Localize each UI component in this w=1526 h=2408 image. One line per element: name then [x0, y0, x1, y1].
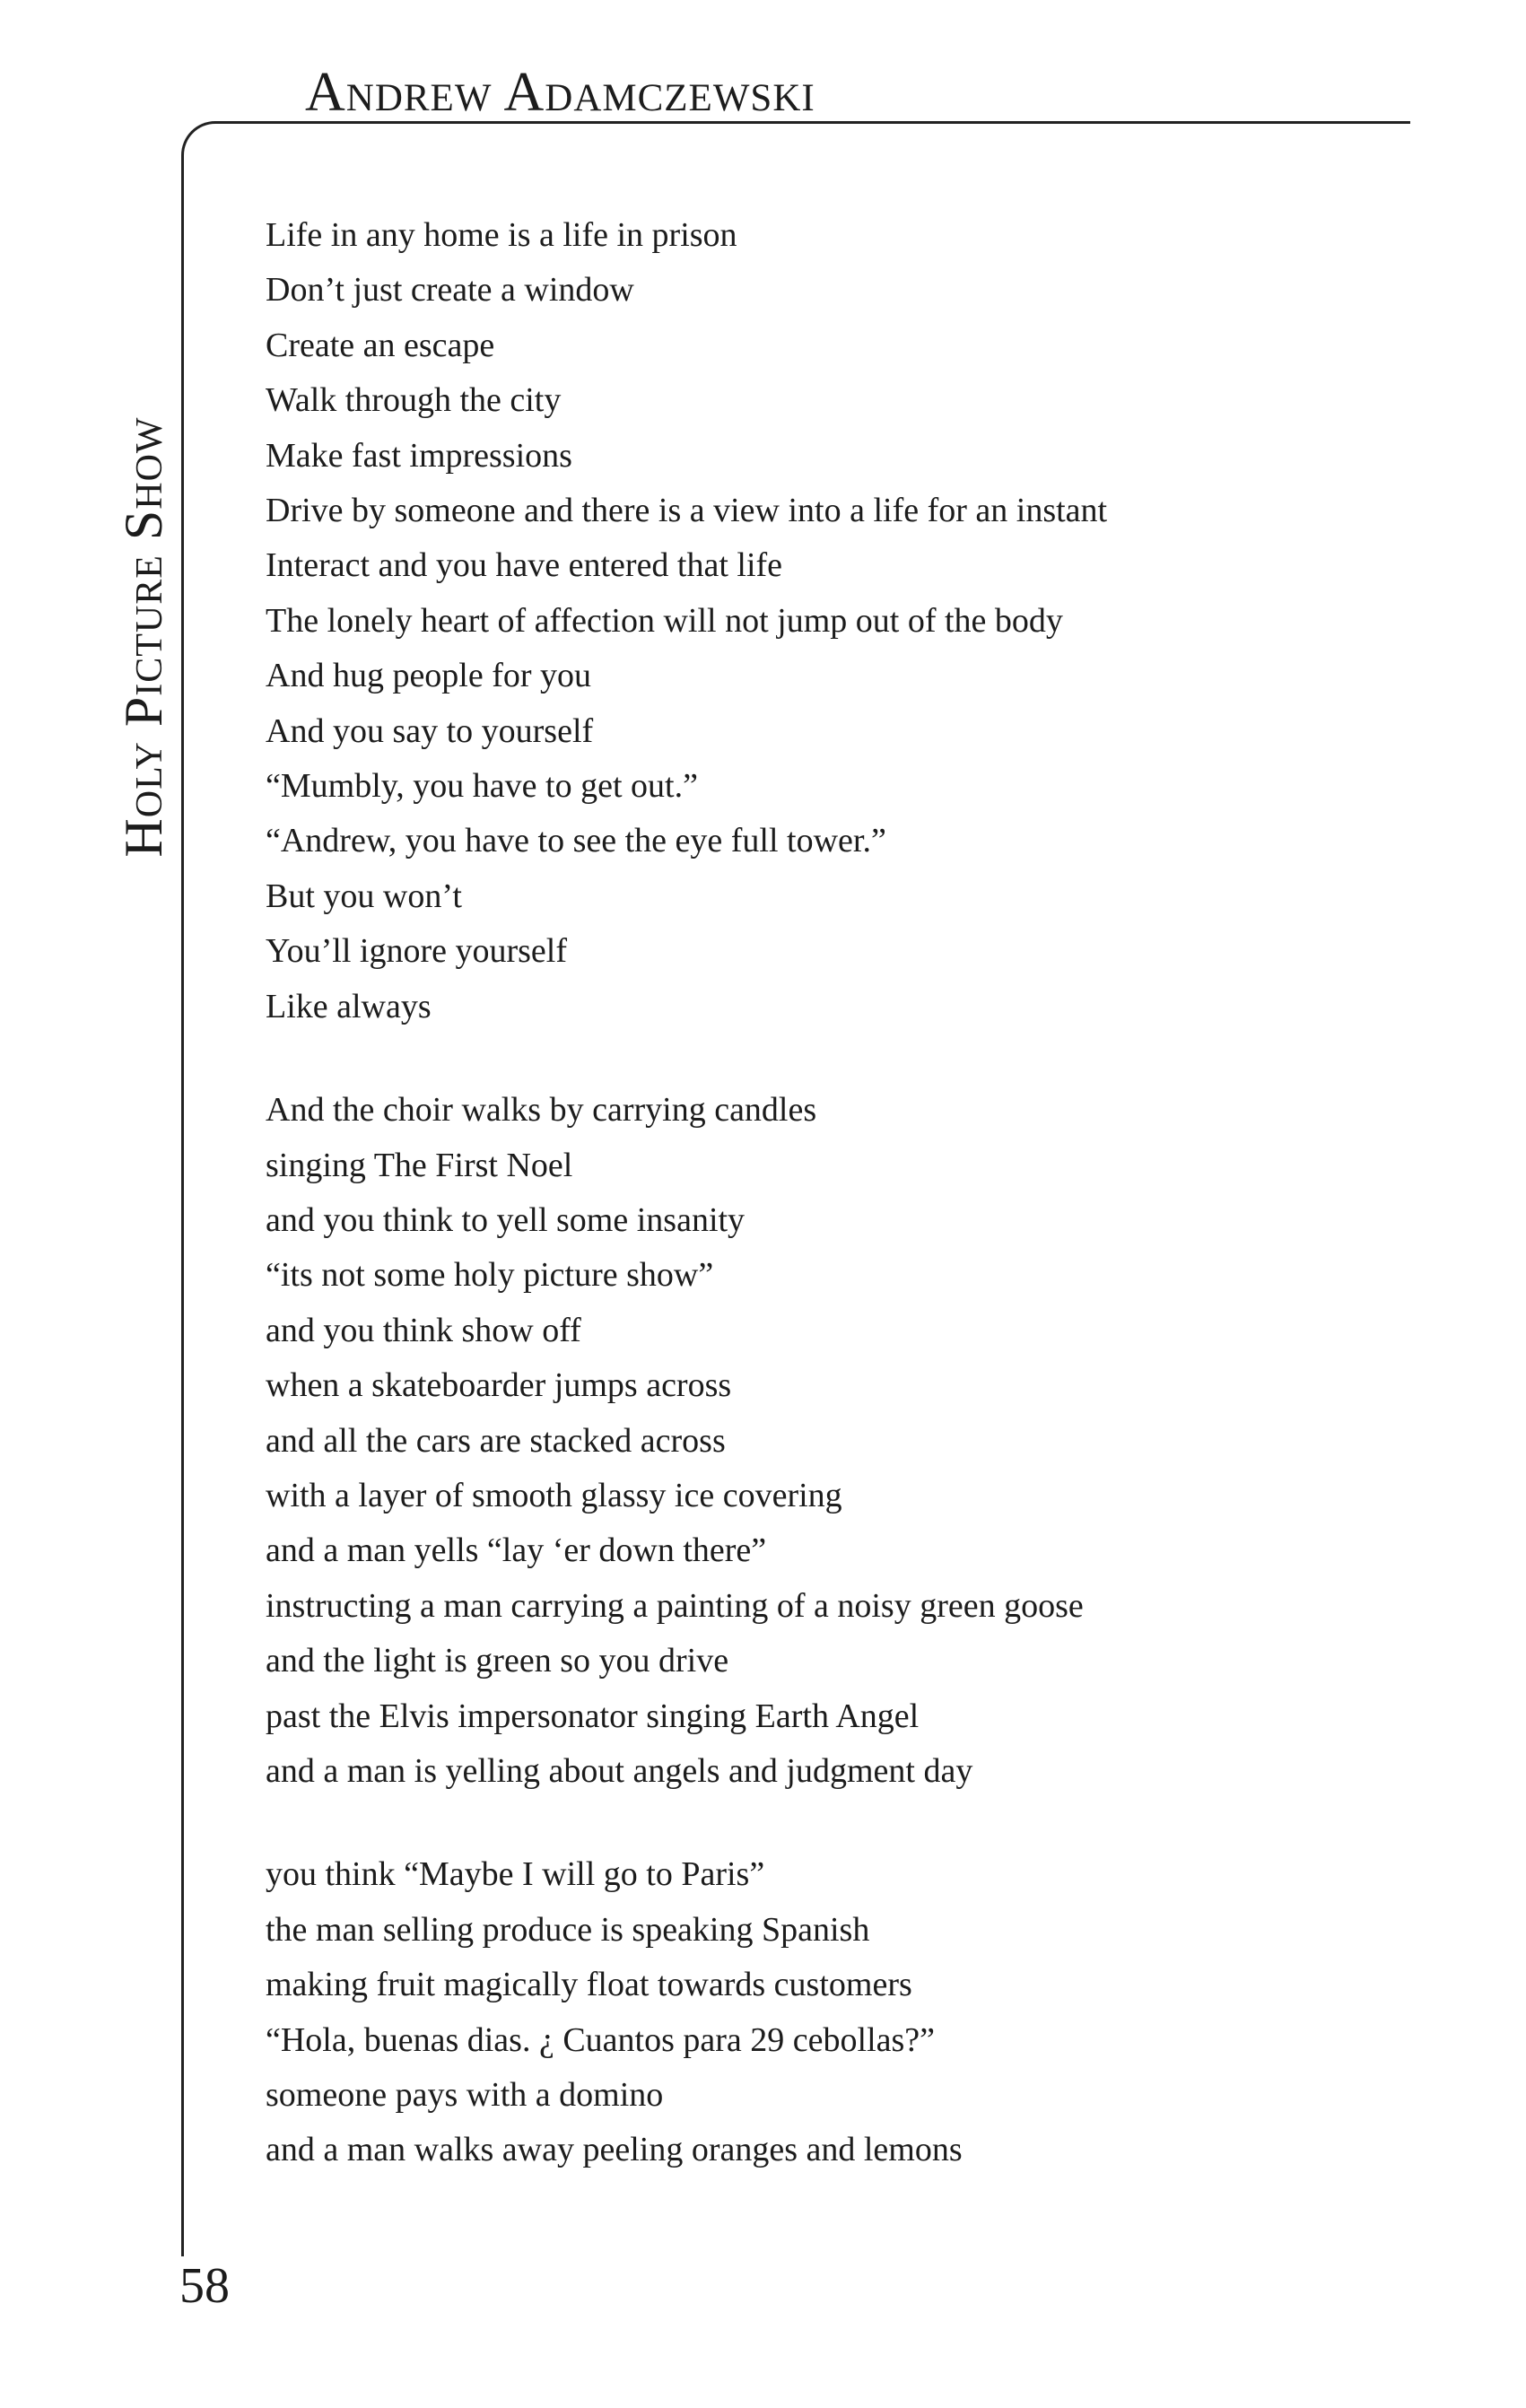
poem-line: “Hola, buenas dias. ¿ Cuantos para 29 cebollas?”	[266, 2020, 936, 2059]
poem-line: Drive by someone and there is a view into a life for an instant	[266, 492, 1108, 530]
page-number: 58	[179, 2258, 230, 2314]
poem-line: Interact and you have entered that life	[266, 546, 783, 585]
stanza-2	[266, 1083, 1378, 1799]
poem-body	[266, 208, 1378, 2178]
stanza-3	[266, 1847, 1378, 2177]
poem-line: and a man walks away peeling oranges and lemons	[266, 2131, 963, 2169]
poem-line: Life in any home is a life in prison	[266, 216, 737, 254]
poem-line: singing The First Noel	[266, 1146, 573, 1184]
stanza-1	[266, 208, 1378, 1034]
poem-line: you think “Maybe I will go to Paris”	[266, 1855, 765, 1894]
section-title-container	[108, 292, 179, 982]
poem-line: and you think to yell some insanity	[266, 1200, 746, 1239]
poem-line: and you think show off	[266, 1311, 581, 1349]
poem-line: instructing a man carrying a painting of a noisy green goose	[266, 1586, 1084, 1625]
poem-line: past the Elvis impersonator singing Earth Angel	[266, 1697, 920, 1735]
poem-line: And the choir walks by carrying candles	[266, 1091, 817, 1130]
poem-line: and all the cars are stacked across	[266, 1421, 726, 1460]
poem-line: The lonely heart of affection will not jump out of the body	[266, 601, 1063, 640]
poem-line: “Andrew, you have to see the eye full tower.”	[266, 822, 886, 860]
poem-line: But you won’t	[266, 877, 462, 915]
poem-line: Create an escape	[266, 326, 495, 364]
author-header: Andrew Adamczewski	[305, 62, 815, 123]
poem-line: when a skateboarder jumps across	[266, 1366, 732, 1405]
poem-line: and the light is green so you drive	[266, 1642, 729, 1680]
section-title: Holy Picture Show	[114, 416, 173, 858]
poem-line: Walk through the city	[266, 381, 562, 420]
poem-line: “its not some holy picture show”	[266, 1256, 714, 1295]
poem-line: making fruit magically float towards customers	[266, 1966, 912, 2004]
poem-line: “Mumbly, you have to get out.”	[266, 767, 698, 806]
poem-line: And hug people for you	[266, 657, 592, 695]
poem-line: Like always	[266, 987, 432, 1025]
poem-line: with a layer of smooth glassy ice covering	[266, 1476, 842, 1514]
poem-line: Don’t just create a window	[266, 271, 634, 310]
poem-line: You’ll ignore yourself	[266, 932, 568, 971]
poem-line: And you say to yourself	[266, 711, 594, 750]
poem-line: the man selling produce is speaking Spanish	[266, 1910, 870, 1949]
poem-line: Make fast impressions	[266, 436, 572, 475]
poem-line: someone pays with a domino	[266, 2076, 664, 2114]
poem-line: and a man is yelling about angels and judgment day	[266, 1751, 973, 1790]
poem-line: and a man yells “lay ‘er down there”	[266, 1531, 767, 1570]
